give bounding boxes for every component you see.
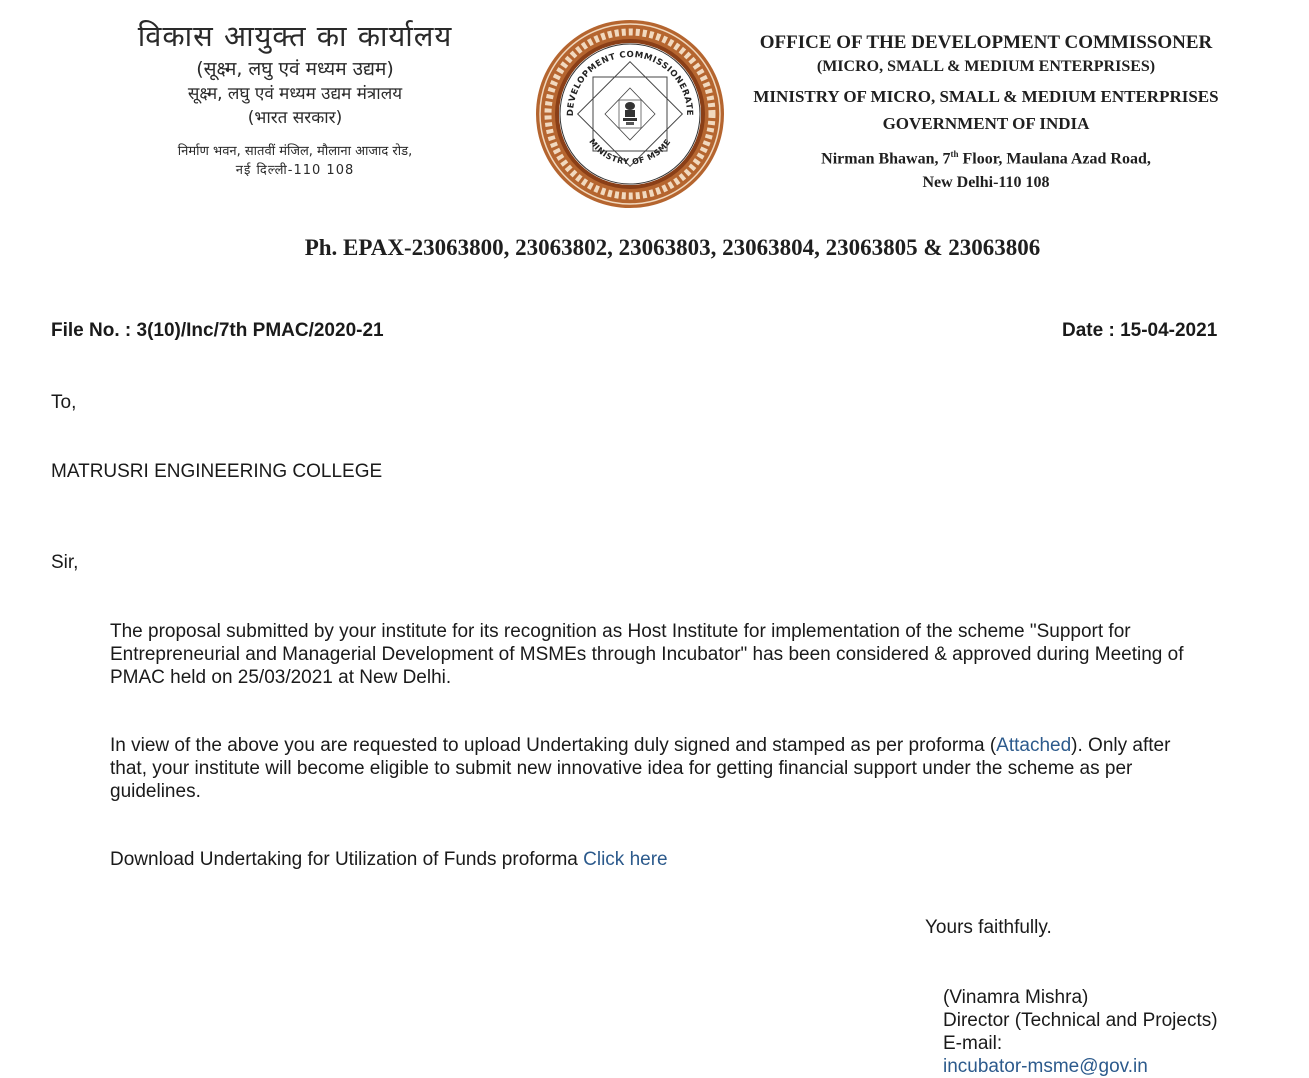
hindi-address-2: नई दिल्ली-110 108 (235, 163, 355, 178)
undertaking-paragraph: In view of the above you are requested to upload Undertaking duly signed and stamped as per proforma (Attached). Only after that, your institute will become eligible to submit new innovative idea for getting financial support under the scheme as per guidelines. (110, 735, 1171, 802)
hindi-subtitle-3: (भारत सरकार) (247, 108, 343, 128)
signatory-name: (Vinamra Mishra) (943, 987, 1089, 1008)
approval-paragraph: The proposal submitted by your institute for its recognition as Host Institute for implementation of the scheme "Support for Entrepreneurial and Managerial Development of MSMEs through Incubator" has been considered & approved during Meeting of PMAC held on 25/03/2021 at New Delhi. (110, 621, 1184, 688)
msme-emblem-logo (531, 18, 729, 210)
phone-numbers: Ph. EPAX-23063800, 23063802, 23063803, 23063804, 23063805 & 23063806 (304, 235, 1041, 260)
signatory-email-line: E-mail: incubator-msme@gov.in (943, 1033, 1148, 1077)
recipient-label: To, (51, 392, 77, 413)
government-name: GOVERNMENT OF INDIA (882, 114, 1090, 133)
attached-link[interactable]: Attached (996, 735, 1072, 756)
salutation: Sir, (51, 552, 79, 573)
english-address-1: Nirman Bhawan, 7th Floor, Maulana Azad Road, (821, 149, 1151, 168)
english-address-2: New Delhi-110 108 (922, 174, 1050, 192)
recipient-name: MATRUSRI ENGINEERING COLLEGE (51, 461, 383, 482)
office-subtitle: (MICRO, SMALL & MEDIUM ENTERPRISES) (816, 58, 1156, 75)
emblem-bottom-text: MINISTRY OF MSME (587, 137, 673, 167)
closing-phrase: Yours faithfully. (925, 917, 1052, 938)
hindi-letterhead (70, 16, 520, 180)
signatory-designation: Director (Technical and Projects) (943, 1010, 1218, 1031)
hindi-subtitle-2: सूक्ष्म, लघु एवं मध्यम उद्यम मंत्रालय (187, 84, 403, 104)
office-title: OFFICE OF THE DEVELOPMENT COMMISSONER (759, 32, 1213, 53)
english-letterhead (740, 30, 1232, 195)
download-paragraph: Download Undertaking for Utilization of Funds proforma Click here (110, 849, 668, 870)
hindi-address-1: निर्माण भवन, सातवीं मंजिल, मौलाना आजाद रोड, (177, 144, 413, 159)
hindi-subtitle-1: (सूक्ष्म, लघु एवं मध्यम उद्यम) (196, 58, 394, 80)
letter-date: Date : 15-04-2021 (1062, 320, 1218, 341)
emblem-top-text: DEVELOPMENT COMMISSIONERATE (565, 49, 695, 117)
signature-block (943, 986, 1221, 1078)
ministry-name: MINISTRY OF MICRO, SMALL & MEDIUM ENTERPRISES (753, 87, 1219, 106)
click-here-link[interactable]: Click here (583, 849, 668, 870)
hindi-office-title: विकास आयुक्त का कार्यालय (137, 19, 453, 53)
email-link[interactable]: incubator-msme@gov.in (943, 1056, 1148, 1077)
file-number: File No. : 3(10)/Inc/7th PMAC/2020-21 (51, 320, 384, 341)
